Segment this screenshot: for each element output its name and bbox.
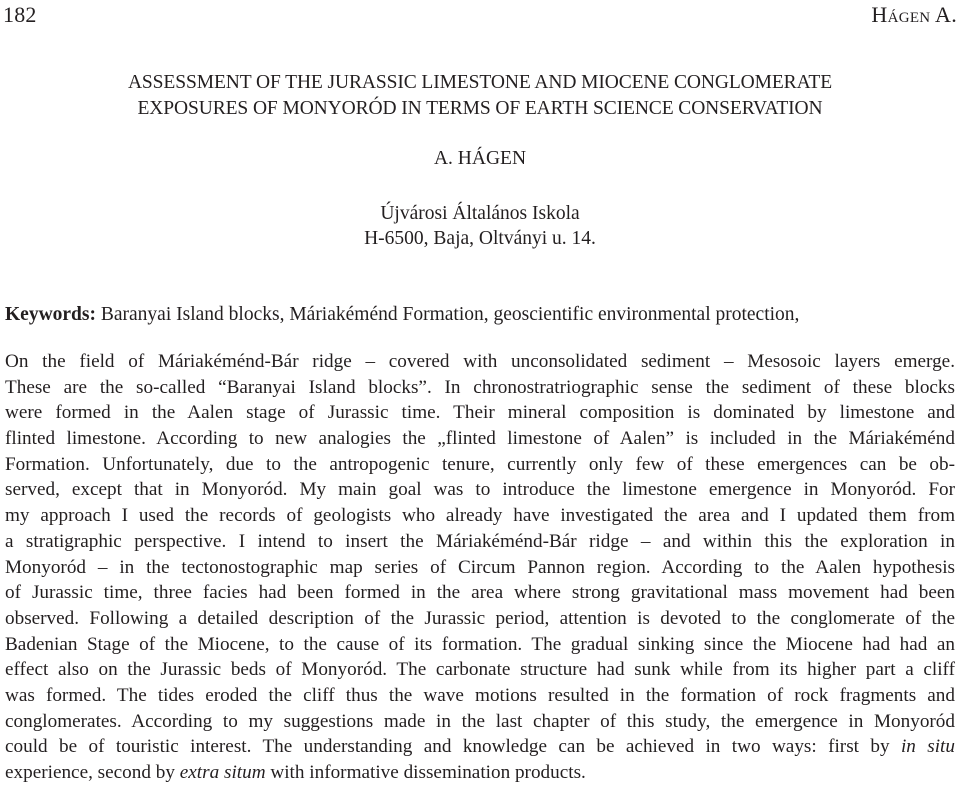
abstract-line: Badenian Stage of the Miocene, to the cause of its formation. The gradual sinking since the Miocene had had an xyxy=(5,633,955,655)
affiliation-address: H-6500, Baja, Oltványi u. 14. xyxy=(364,228,596,249)
abstract-line: of Jurassic time, three facies had been formed in the area where strong gravitational mass movement had been xyxy=(5,582,955,604)
abstract-italic-term: in situ xyxy=(900,736,955,758)
abstract-line xyxy=(5,734,955,760)
abstract-line: These are the so-called “Baranyai Island blocks”. In chronostratriographic sense the sediment of these blocks xyxy=(5,376,955,398)
author-affiliation xyxy=(0,201,960,251)
keywords-label: Keywords: xyxy=(5,304,96,325)
keywords-text: Baranyai Island blocks, Máriakéménd Formation, geoscientific environmental protection, xyxy=(96,304,800,325)
paper-author: A. HÁGEN xyxy=(433,148,527,169)
abstract-line: were formed in the Aalen stage of Jurassic time. Their mineral composition is dominated by limestone and xyxy=(5,402,955,424)
abstract-line: conglomerates. According to my suggestions made in the last chapter of this study, the emergence in Monyoród xyxy=(5,710,955,732)
running-head-author: Hágen A. xyxy=(871,2,957,27)
abstract-line: Monyoród – in the tectonostographic map series of Circum Pannon region. According to the Aalen hypothesis xyxy=(5,556,955,578)
abstract-text: experience, second by xyxy=(5,762,180,783)
page-number: 182 xyxy=(3,2,37,27)
abstract-italic-term: extra situm xyxy=(179,762,266,783)
affiliation-institution: Újvárosi Általános Iskola xyxy=(380,203,580,224)
abstract xyxy=(5,349,955,786)
abstract-line: On the field of Máriakéménd-Bár ridge – covered with unconsolidated sediment – Mesosoic layers emerge. xyxy=(5,351,955,372)
abstract-line: my approach I used the records of geologists who already have investigated the area and I updated them from xyxy=(5,505,955,527)
abstract-line: effect also on the Jurassic beds of Monyoród. The carbonate structure had sunk while from its higher part a cliff xyxy=(5,659,955,681)
running-head xyxy=(3,2,957,32)
abstract-line: a stratigraphic perspective. I intend to insert the Máriakéménd-Bár ridge – and within this the exploration in xyxy=(5,530,955,552)
abstract-line xyxy=(5,760,955,786)
paper-title xyxy=(0,70,960,122)
paper-title-line: EXPOSURES OF MONYORÓD IN TERMS OF EARTH SCIENCE CONSERVATION xyxy=(137,98,823,119)
abstract-text: could be of touristic interest. The understanding and knowledge can be achieved in two ways: first by xyxy=(5,736,901,758)
keywords xyxy=(5,304,955,326)
abstract-line: was formed. The tides eroded the cliff thus the wave motions resulted in the formation of rock fragments and xyxy=(5,684,955,706)
paper-title-line: ASSESSMENT OF THE JURASSIC LIMESTONE AND MIOCENE CONGLOMERATE xyxy=(127,72,833,93)
abstract-text: with informative dissemination products. xyxy=(265,762,586,783)
abstract-line: served, except that in Monyoród. My main goal was to introduce the limestone emergence in Monyoród. For xyxy=(5,479,955,501)
abstract-line: Formation. Unfortunately, due to the antropogenic tenure, currently only few of these emergences can be ob- xyxy=(5,453,955,475)
abstract-line: flinted limestone. According to new analogies the „flinted limestone of Aalen” is included in the Máriakéménd xyxy=(5,428,955,450)
abstract-line: observed. Following a detailed description of the Jurassic period, attention is devoted to the conglomerate of the xyxy=(5,607,955,629)
